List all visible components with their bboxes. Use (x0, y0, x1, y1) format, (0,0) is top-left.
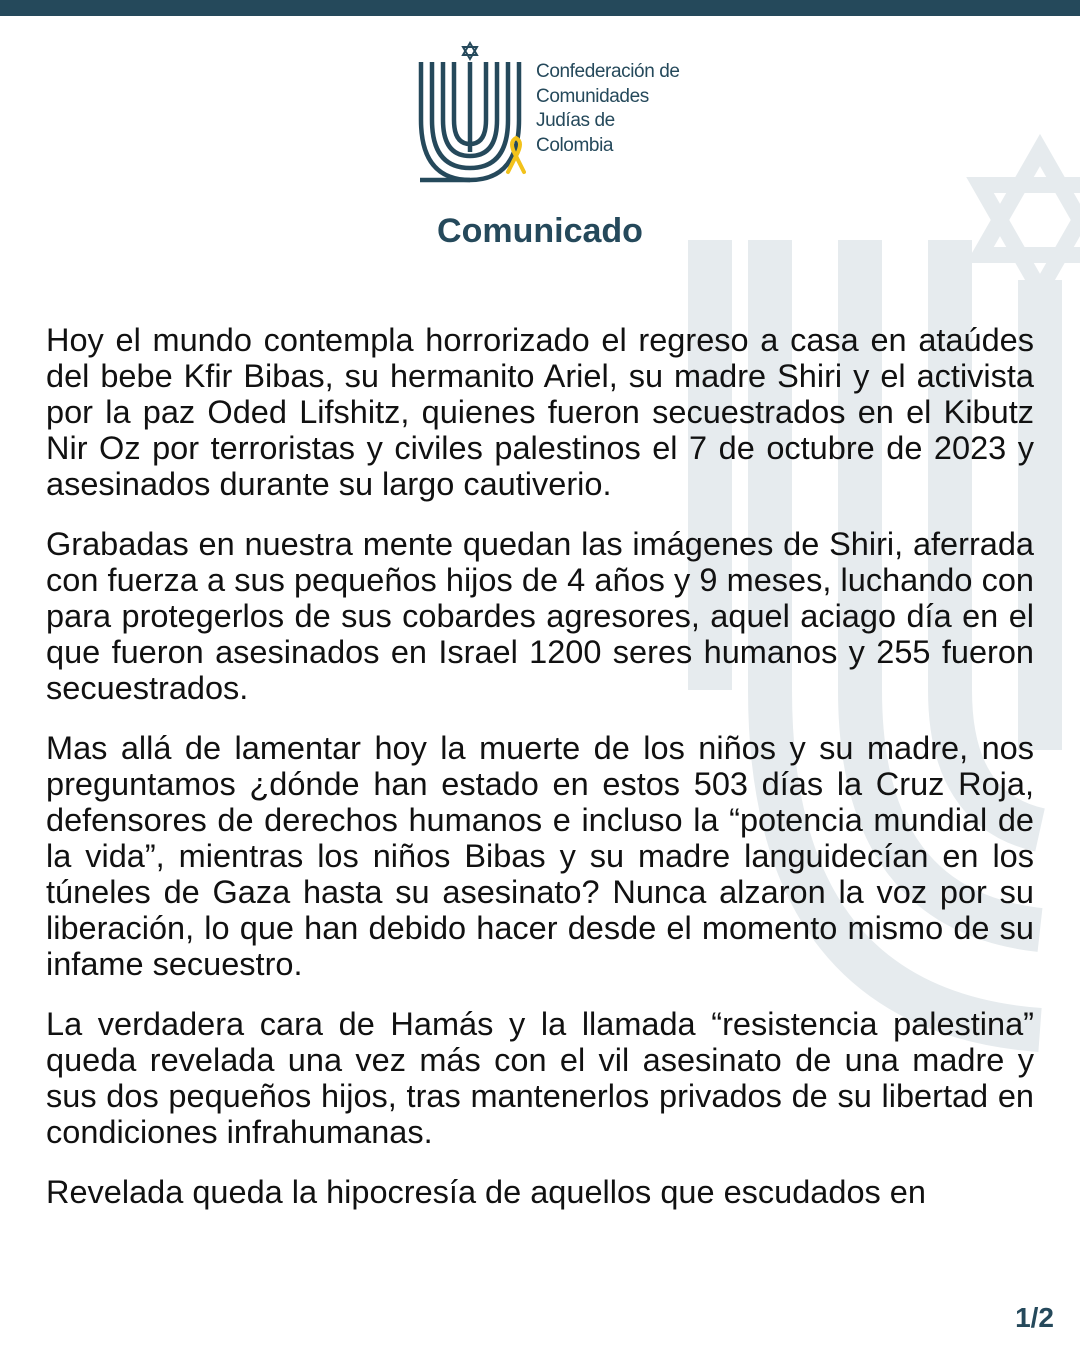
paragraph: La verdadera cara de Hamás y la llamada “resistencia palestina” queda revelada una vez más con el vil asesinato de una madre y sus dos pequeños hijos, tras mantenerlos privados de su libertad en condiciones infrahumanas. (46, 1006, 1034, 1150)
document-body (46, 322, 1034, 1234)
star-of-david-icon (463, 43, 477, 59)
paragraph: Grabadas en nuestra mente quedan las imágenes de Shiri, aferrada con fuerza a sus pequeños hijos de 4 años y 9 meses, luchando con para protegerlos de sus cobardes agresores, aquel aciago día en el que fueron asesinados en Israel 1200 seres humanos y 255 fueron secuestrados. (46, 526, 1034, 706)
paragraph: Revelada queda la hipocresía de aquellos que escudados en (46, 1174, 926, 1210)
organization-name-line: Comunidades (536, 85, 649, 107)
organization-name-line: Colombia (536, 134, 614, 156)
top-bar (0, 0, 1080, 16)
menorah-icon (416, 40, 526, 190)
paragraph: Hoy el mundo contempla horrorizado el regreso a casa en ataúdes del bebe Kfir Bibas, su hermanito Ariel, su madre Shiri y el activista por la paz Oded Lifshitz, quienes fueron secuestrados en el Kibutz Nir Oz por terroristas y civiles palestinos el 7 de octubre de 2023 y asesinados durante su largo cautiverio. (46, 322, 1034, 502)
organization-name (536, 60, 686, 158)
page-number: 1/2 (1015, 1302, 1054, 1333)
organization-name-line: Confederación de (536, 61, 680, 82)
page-title: Comunicado (437, 212, 643, 250)
organization-name-line: Judías de (536, 110, 615, 131)
organization-logo (416, 40, 680, 190)
paragraph: Mas allá de lamentar hoy la muerte de los niños y su madre, nos preguntamos ¿dónde han estado en estos 503 días la Cruz Roja, defensores de derechos humanos e incluso la “potencia mundial de la vida”, mientras los niños Bibas y su madre languidecían en los túneles de Gaza hasta su asesinato? Nunca alzaron la voz por su liberación, lo que han debido hacer desde el momento mismo de su infame secuestro. (46, 730, 1034, 982)
